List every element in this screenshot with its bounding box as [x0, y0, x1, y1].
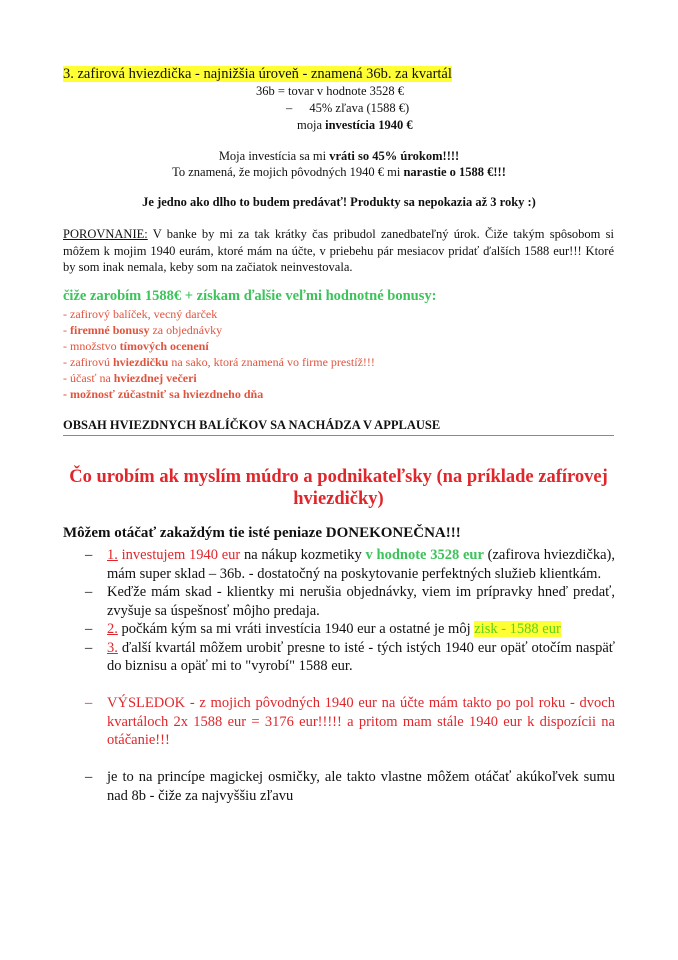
bonus-item: [63, 338, 375, 354]
bonus-item: [63, 354, 375, 370]
section2-title: Čo urobím ak myslím múdro a podnikateľsky (na príklade zafírovej hviezdičky): [69, 467, 608, 509]
return-line-2-text: To znamená, že mojich pôvodných 1940 € mi: [172, 165, 404, 179]
calc-line-2: [286, 101, 409, 116]
dash-bullet: –: [85, 621, 93, 637]
calc-dash: –: [286, 101, 293, 115]
step-stock-text: Keďže mám skad - klientky mi nerušia objednávky, viem im prípravky hneď predať, zvyšuje sa úspešnosť môjho predaja.: [107, 584, 615, 619]
bonus-bold: - možnosť zúčastniť sa hviezdneho dňa: [63, 387, 264, 401]
bonus-bold: hviezdičku: [112, 355, 169, 369]
step-1-text: na nákup kozmetiky: [240, 547, 366, 563]
title-line: [63, 66, 452, 83]
dash-bullet: –: [85, 547, 93, 563]
step-1-investment: investujem 1940 eur: [117, 547, 241, 563]
bonus-text-post: na sako, ktorá znamená vo firme prestíž!!!: [168, 355, 375, 369]
bonus-item: [63, 322, 375, 338]
bonus-list: [63, 306, 375, 402]
dash-bullet: –: [85, 695, 93, 711]
calc-investment-value: investícia 1940 €: [325, 118, 413, 132]
magic-item: [63, 768, 615, 805]
step-number: 3.: [107, 639, 118, 656]
calc-discount: 45% zľava (1588 €): [309, 101, 410, 115]
bonus-text: - množstvo: [63, 339, 120, 353]
return-line-1-bold: vráti so 45% úrokom!!!!: [329, 149, 460, 163]
section-divider: [63, 435, 614, 436]
bonus-text: - zafirovú: [63, 355, 113, 369]
return-line-1: [0, 149, 678, 164]
bonus-text-post: za objednávky: [149, 323, 223, 337]
bonus-bold: firemné bonusy: [70, 323, 150, 337]
result-text: VÝSLEDOK - z mojich pôvodných 1940 eur na účte mám takto po pol roku - dvoch kvartáloch 2x 1588 eur = 3176 eur!!!!! a pritom mam stále 1940 eur k dispozícii na otáčanie!!!: [107, 695, 615, 748]
comparison-paragraph: [63, 226, 614, 276]
bonus-bold: hviezdnej večeri: [113, 371, 197, 385]
step-3-text: ďalší kvartál môžem urobiť presne to isté - tých istých 1940 eur opäť otočím naspäť do biznisu a opäť mi to "vyrobí" 1588 eur.: [107, 639, 615, 674]
return-line-2-bold: narastie o 1588 €!!!: [403, 165, 506, 179]
packages-heading: OBSAH HVIEZDNYCH BALÍČKOV SA NACHÁDZA V APPLAUSE: [63, 418, 441, 432]
bonus-item: [63, 386, 375, 402]
durability-line: Je jedno ako dlho to budem predávať! Produkty sa nepokazia až 3 roky :): [142, 195, 536, 209]
step-2-profit: zisk - 1588 eur: [474, 621, 561, 637]
calc-line-3: [297, 118, 413, 133]
return-line-2: [0, 165, 678, 180]
dash-bullet: –: [85, 639, 93, 656]
return-line-1-text: Moja investícia sa mi: [218, 149, 330, 163]
bonus-text: - zafirový balíček, vecný darček: [63, 307, 218, 321]
bonus-item: [63, 306, 375, 322]
bonus-text: - účasť na: [63, 371, 114, 385]
magic-text: je to na princípe magickej osmičky, ale takto vlastne môžem otáčať akúkoľvek sumu nad 8b - čiže za najvyššiu zľavu: [107, 769, 615, 804]
comparison-text: V banke by mi za tak krátky čas pribudol zanedbateľný úrok. Čiže takým spôsobom si môžem k mojim 1940 eurám, ktoré mám na účte, v priebehu pár mesiacov pridať ďalších 1588 eur!!! Ktoré by som inak nemala, keby som na začiatok neinvestovala.: [63, 227, 614, 274]
step-number: 1.: [107, 547, 118, 563]
calc-investment-label: moja: [297, 118, 326, 132]
result-item: [63, 694, 615, 750]
steps-list: [63, 546, 615, 805]
calc-line-1: 36b = tovar v hodnote 3528 €: [256, 84, 405, 98]
dash-bullet: –: [85, 769, 93, 785]
comparison-label: POROVNANIE:: [63, 227, 148, 241]
bonus-bold: tímových ocenení: [119, 339, 209, 353]
step-3: [63, 639, 615, 676]
title-highlight: 3. zafirová hviezdička - najnižšia úroveň - znamená 36b. za kvartál: [63, 66, 452, 82]
dash-bullet: –: [85, 584, 93, 600]
step-1: [63, 546, 615, 583]
bonus-item: [63, 370, 375, 386]
step-2: [63, 620, 615, 639]
step-number: 2.: [107, 621, 118, 637]
step-stock: [63, 583, 615, 620]
step-1-text-post: (zafirova hviezdička), mám super sklad – 36b. - dostatočný na poskytovanie perfektných služieb klientkám.: [107, 547, 615, 582]
section2-subtitle: Môžem otáčať zakaždým tie isté peniaze DONEKONEČNA!!!: [63, 525, 461, 541]
step-1-value: v hodnote 3528 eur: [365, 547, 484, 563]
bonus-heading: čiže zarobím 1588€ + získam ďalšie veľmi hodnotné bonusy:: [63, 288, 437, 304]
step-2-text: počkám kým sa mi vráti investícia 1940 eur a ostatné je môj: [117, 621, 475, 637]
bonus-text: -: [63, 323, 70, 337]
